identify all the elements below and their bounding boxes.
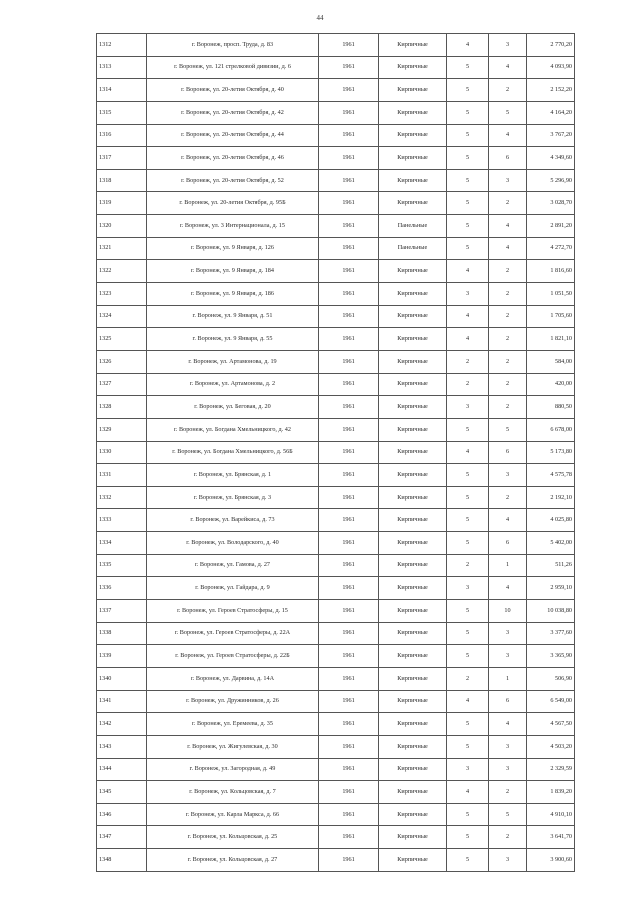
table-row — [97, 600, 575, 623]
address-cell: г. Воронеж, ул. Героев Стратосферы, д. 15 — [147, 600, 319, 623]
table-row — [97, 667, 575, 690]
address-cell: г. Воронеж, ул. Кольцовская, д. 27 — [147, 849, 319, 872]
entrances-cell: 6 — [489, 690, 527, 713]
build-year-cell: 1961 — [319, 577, 379, 600]
build-year-cell: 1961 — [319, 260, 379, 283]
build-year-cell: 1961 — [319, 622, 379, 645]
address-cell: г. Воронеж, ул. 9 Января, д. 184 — [147, 260, 319, 283]
build-year-cell: 1961 — [319, 781, 379, 804]
wall-material-cell: Кирпичные — [379, 396, 447, 419]
area-cell: 3 900,60 — [527, 849, 575, 872]
floors-cell: 3 — [447, 758, 489, 781]
floors-cell: 5 — [447, 532, 489, 555]
address-cell: г. Воронеж, ул. Жигулевская, д. 30 — [147, 735, 319, 758]
floors-cell: 5 — [447, 237, 489, 260]
wall-material-cell: Кирпичные — [379, 667, 447, 690]
row-number-cell: 1326 — [97, 350, 147, 373]
table-row — [97, 192, 575, 215]
build-year-cell: 1961 — [319, 124, 379, 147]
floors-cell: 5 — [447, 464, 489, 487]
entrances-cell: 4 — [489, 237, 527, 260]
row-number-cell: 1317 — [97, 147, 147, 170]
build-year-cell: 1961 — [319, 486, 379, 509]
wall-material-cell: Кирпичные — [379, 79, 447, 102]
floors-cell: 5 — [447, 826, 489, 849]
area-cell: 4 349,60 — [527, 147, 575, 170]
row-number-cell: 1340 — [97, 667, 147, 690]
table-row — [97, 441, 575, 464]
wall-material-cell: Кирпичные — [379, 486, 447, 509]
table-row — [97, 554, 575, 577]
build-year-cell: 1961 — [319, 667, 379, 690]
build-year-cell: 1961 — [319, 713, 379, 736]
build-year-cell: 1961 — [319, 237, 379, 260]
table-row — [97, 124, 575, 147]
build-year-cell: 1961 — [319, 305, 379, 328]
floors-cell: 5 — [447, 101, 489, 124]
build-year-cell: 1961 — [319, 215, 379, 238]
area-cell: 2 329,59 — [527, 758, 575, 781]
address-cell: г. Воронеж, ул. 3 Интернационала, д. 15 — [147, 215, 319, 238]
floors-cell: 2 — [447, 554, 489, 577]
floors-cell: 5 — [447, 735, 489, 758]
table-row — [97, 645, 575, 668]
address-cell: г. Воронеж, ул. 9 Января, д. 55 — [147, 328, 319, 351]
row-number-cell: 1325 — [97, 328, 147, 351]
row-number-cell: 1328 — [97, 396, 147, 419]
build-year-cell: 1961 — [319, 350, 379, 373]
floors-cell: 2 — [447, 667, 489, 690]
entrances-cell: 3 — [489, 622, 527, 645]
row-number-cell: 1346 — [97, 803, 147, 826]
row-number-cell: 1314 — [97, 79, 147, 102]
entrances-cell: 4 — [489, 124, 527, 147]
row-number-cell: 1329 — [97, 418, 147, 441]
wall-material-cell: Кирпичные — [379, 600, 447, 623]
address-cell: г. Воронеж, ул. Дружинников, д. 26 — [147, 690, 319, 713]
build-year-cell: 1961 — [319, 735, 379, 758]
entrances-cell: 2 — [489, 79, 527, 102]
row-number-cell: 1339 — [97, 645, 147, 668]
entrances-cell: 6 — [489, 147, 527, 170]
build-year-cell: 1961 — [319, 600, 379, 623]
wall-material-cell: Кирпичные — [379, 713, 447, 736]
row-number-cell: 1345 — [97, 781, 147, 804]
area-cell: 3 028,70 — [527, 192, 575, 215]
wall-material-cell: Кирпичные — [379, 418, 447, 441]
row-number-cell: 1343 — [97, 735, 147, 758]
address-cell: г. Воронеж, ул. Дарвина, д. 14А — [147, 667, 319, 690]
table-row — [97, 328, 575, 351]
row-number-cell: 1338 — [97, 622, 147, 645]
area-cell: 506,90 — [527, 667, 575, 690]
build-year-cell: 1961 — [319, 849, 379, 872]
area-cell: 1 816,60 — [527, 260, 575, 283]
entrances-cell: 4 — [489, 215, 527, 238]
row-number-cell: 1323 — [97, 283, 147, 306]
wall-material-cell: Кирпичные — [379, 577, 447, 600]
entrances-cell: 3 — [489, 645, 527, 668]
area-cell: 584,00 — [527, 350, 575, 373]
wall-material-cell: Кирпичные — [379, 350, 447, 373]
wall-material-cell: Кирпичные — [379, 532, 447, 555]
wall-material-cell: Кирпичные — [379, 781, 447, 804]
entrances-cell: 4 — [489, 713, 527, 736]
area-cell: 3 641,70 — [527, 826, 575, 849]
row-number-cell: 1348 — [97, 849, 147, 872]
address-cell: г. Воронеж, ул. 121 стрелковой дивизии, д. 6 — [147, 56, 319, 79]
area-cell: 1 051,50 — [527, 283, 575, 306]
entrances-cell: 2 — [489, 283, 527, 306]
entrances-cell: 10 — [489, 600, 527, 623]
floors-cell: 5 — [447, 418, 489, 441]
floors-cell: 5 — [447, 509, 489, 532]
row-number-cell: 1347 — [97, 826, 147, 849]
table-row — [97, 532, 575, 555]
floors-cell: 4 — [447, 781, 489, 804]
row-number-cell: 1324 — [97, 305, 147, 328]
wall-material-cell: Кирпичные — [379, 260, 447, 283]
table-row — [97, 350, 575, 373]
row-number-cell: 1315 — [97, 101, 147, 124]
address-cell: г. Воронеж, ул. Артамонова, д. 2 — [147, 373, 319, 396]
address-cell: г. Воронеж, ул. Загородная, д. 49 — [147, 758, 319, 781]
build-year-cell: 1961 — [319, 147, 379, 170]
table-row — [97, 373, 575, 396]
floors-cell: 3 — [447, 577, 489, 600]
table-row — [97, 690, 575, 713]
floors-cell: 4 — [447, 260, 489, 283]
table-row — [97, 396, 575, 419]
area-cell: 4 503,20 — [527, 735, 575, 758]
area-cell: 3 767,20 — [527, 124, 575, 147]
build-year-cell: 1961 — [319, 690, 379, 713]
entrances-cell: 3 — [489, 34, 527, 57]
entrances-cell: 2 — [489, 781, 527, 804]
wall-material-cell: Кирпичные — [379, 305, 447, 328]
floors-cell: 5 — [447, 79, 489, 102]
build-year-cell: 1961 — [319, 373, 379, 396]
row-number-cell: 1318 — [97, 169, 147, 192]
area-cell: 420,00 — [527, 373, 575, 396]
floors-cell: 5 — [447, 56, 489, 79]
table-row — [97, 486, 575, 509]
wall-material-cell: Кирпичные — [379, 34, 447, 57]
address-cell: г. Воронеж, ул. 20-летия Октября, д. 52 — [147, 169, 319, 192]
address-cell: г. Воронеж, ул. 9 Января, д. 126 — [147, 237, 319, 260]
address-cell: г. Воронеж, ул. Кольцовская, д. 7 — [147, 781, 319, 804]
entrances-cell: 2 — [489, 486, 527, 509]
address-cell: г. Воронеж, ул. 20-летия Октября, д. 40 — [147, 79, 319, 102]
address-cell: г. Воронеж, ул. Героев Стратосферы, д. 22Б — [147, 645, 319, 668]
build-year-cell: 1961 — [319, 169, 379, 192]
row-number-cell: 1319 — [97, 192, 147, 215]
table-row — [97, 237, 575, 260]
row-number-cell: 1330 — [97, 441, 147, 464]
entrances-cell: 3 — [489, 758, 527, 781]
area-cell: 3 365,90 — [527, 645, 575, 668]
area-cell: 6 678,00 — [527, 418, 575, 441]
row-number-cell: 1320 — [97, 215, 147, 238]
area-cell: 2 770,20 — [527, 34, 575, 57]
build-year-cell: 1961 — [319, 645, 379, 668]
row-number-cell: 1341 — [97, 690, 147, 713]
build-year-cell: 1961 — [319, 826, 379, 849]
table-row — [97, 305, 575, 328]
address-cell: г. Воронеж, ул. 20-летия Октября, д. 95Б — [147, 192, 319, 215]
area-cell: 2 152,20 — [527, 79, 575, 102]
address-cell: г. Воронеж, ул. 9 Января, д. 186 — [147, 283, 319, 306]
table-row — [97, 781, 575, 804]
entrances-cell: 5 — [489, 418, 527, 441]
table-row — [97, 56, 575, 79]
floors-cell: 5 — [447, 803, 489, 826]
build-year-cell: 1961 — [319, 101, 379, 124]
table-row — [97, 101, 575, 124]
table-row — [97, 464, 575, 487]
entrances-cell: 2 — [489, 396, 527, 419]
table-row — [97, 622, 575, 645]
wall-material-cell: Кирпичные — [379, 803, 447, 826]
entrances-cell: 3 — [489, 735, 527, 758]
row-number-cell: 1336 — [97, 577, 147, 600]
entrances-cell: 5 — [489, 101, 527, 124]
entrances-cell: 2 — [489, 260, 527, 283]
address-cell: г. Воронеж, ул. 20-летия Октября, д. 46 — [147, 147, 319, 170]
build-year-cell: 1961 — [319, 441, 379, 464]
area-cell: 5 402,00 — [527, 532, 575, 555]
wall-material-cell: Кирпичные — [379, 554, 447, 577]
area-cell: 1 705,60 — [527, 305, 575, 328]
housing-registry-table — [96, 33, 575, 872]
table-row — [97, 803, 575, 826]
build-year-cell: 1961 — [319, 532, 379, 555]
table-row — [97, 260, 575, 283]
wall-material-cell: Кирпичные — [379, 622, 447, 645]
table-row — [97, 169, 575, 192]
build-year-cell: 1961 — [319, 283, 379, 306]
row-number-cell: 1342 — [97, 713, 147, 736]
row-number-cell: 1327 — [97, 373, 147, 396]
entrances-cell: 2 — [489, 305, 527, 328]
address-cell: г. Воронеж, ул. Брянская, д. 1 — [147, 464, 319, 487]
wall-material-cell: Кирпичные — [379, 464, 447, 487]
wall-material-cell: Кирпичные — [379, 192, 447, 215]
address-cell: г. Воронеж, ул. Героев Стратосферы, д. 22А — [147, 622, 319, 645]
row-number-cell: 1333 — [97, 509, 147, 532]
floors-cell: 5 — [447, 645, 489, 668]
table-row — [97, 849, 575, 872]
area-cell: 2 192,10 — [527, 486, 575, 509]
build-year-cell: 1961 — [319, 56, 379, 79]
build-year-cell: 1961 — [319, 396, 379, 419]
table-row — [97, 34, 575, 57]
address-cell: г. Воронеж, ул. Брянская, д. 3 — [147, 486, 319, 509]
area-cell: 4 567,50 — [527, 713, 575, 736]
row-number-cell: 1344 — [97, 758, 147, 781]
floors-cell: 4 — [447, 441, 489, 464]
area-cell: 2 891,20 — [527, 215, 575, 238]
address-cell: г. Воронеж, ул. 9 Января, д. 51 — [147, 305, 319, 328]
floors-cell: 5 — [447, 849, 489, 872]
table-row — [97, 215, 575, 238]
wall-material-cell: Панельные — [379, 237, 447, 260]
area-cell: 4 575,78 — [527, 464, 575, 487]
area-cell: 4 910,10 — [527, 803, 575, 826]
build-year-cell: 1961 — [319, 509, 379, 532]
address-cell: г. Воронеж, ул. Кольцовская, д. 25 — [147, 826, 319, 849]
build-year-cell: 1961 — [319, 554, 379, 577]
build-year-cell: 1961 — [319, 758, 379, 781]
floors-cell: 4 — [447, 690, 489, 713]
address-cell: г. Воронеж, ул. Беговая, д. 20 — [147, 396, 319, 419]
row-number-cell: 1312 — [97, 34, 147, 57]
row-number-cell: 1334 — [97, 532, 147, 555]
entrances-cell: 6 — [489, 532, 527, 555]
floors-cell: 5 — [447, 215, 489, 238]
floors-cell: 5 — [447, 622, 489, 645]
wall-material-cell: Кирпичные — [379, 283, 447, 306]
entrances-cell: 6 — [489, 441, 527, 464]
build-year-cell: 1961 — [319, 79, 379, 102]
area-cell: 4 164,20 — [527, 101, 575, 124]
table-row — [97, 577, 575, 600]
row-number-cell: 1316 — [97, 124, 147, 147]
floors-cell: 5 — [447, 600, 489, 623]
area-cell: 4 272,70 — [527, 237, 575, 260]
entrances-cell: 2 — [489, 328, 527, 351]
address-cell: г. Воронеж, ул. Богдана Хмельницкого, д. 56Б — [147, 441, 319, 464]
row-number-cell: 1321 — [97, 237, 147, 260]
wall-material-cell: Кирпичные — [379, 328, 447, 351]
floors-cell: 5 — [447, 124, 489, 147]
row-number-cell: 1332 — [97, 486, 147, 509]
entrances-cell: 2 — [489, 826, 527, 849]
wall-material-cell: Кирпичные — [379, 735, 447, 758]
area-cell: 1 821,10 — [527, 328, 575, 351]
wall-material-cell: Кирпичные — [379, 509, 447, 532]
wall-material-cell: Кирпичные — [379, 826, 447, 849]
row-number-cell: 1331 — [97, 464, 147, 487]
floors-cell: 4 — [447, 328, 489, 351]
floors-cell: 5 — [447, 147, 489, 170]
entrances-cell: 2 — [489, 373, 527, 396]
wall-material-cell: Кирпичные — [379, 56, 447, 79]
table-row — [97, 418, 575, 441]
table-row — [97, 147, 575, 170]
table-row — [97, 758, 575, 781]
row-number-cell: 1335 — [97, 554, 147, 577]
build-year-cell: 1961 — [319, 34, 379, 57]
wall-material-cell: Панельные — [379, 215, 447, 238]
wall-material-cell: Кирпичные — [379, 441, 447, 464]
wall-material-cell: Кирпичные — [379, 124, 447, 147]
address-cell: г. Воронеж, ул. Гамова, д. 27 — [147, 554, 319, 577]
area-cell: 2 959,10 — [527, 577, 575, 600]
entrances-cell: 5 — [489, 803, 527, 826]
area-cell: 4 093,90 — [527, 56, 575, 79]
build-year-cell: 1961 — [319, 464, 379, 487]
wall-material-cell: Кирпичные — [379, 645, 447, 668]
table-row — [97, 509, 575, 532]
wall-material-cell: Кирпичные — [379, 169, 447, 192]
entrances-cell: 1 — [489, 554, 527, 577]
wall-material-cell: Кирпичные — [379, 690, 447, 713]
address-cell: г. Воронеж, ул. Варейкиса, д. 73 — [147, 509, 319, 532]
build-year-cell: 1961 — [319, 803, 379, 826]
area-cell: 5 296,90 — [527, 169, 575, 192]
row-number-cell: 1322 — [97, 260, 147, 283]
wall-material-cell: Кирпичные — [379, 147, 447, 170]
entrances-cell: 3 — [489, 849, 527, 872]
address-cell: г. Воронеж, просп. Труда, д. 83 — [147, 34, 319, 57]
row-number-cell: 1337 — [97, 600, 147, 623]
table-row — [97, 283, 575, 306]
wall-material-cell: Кирпичные — [379, 373, 447, 396]
floors-cell: 2 — [447, 373, 489, 396]
table-row — [97, 735, 575, 758]
entrances-cell: 1 — [489, 667, 527, 690]
address-cell: г. Воронеж, ул. 20-летия Октября, д. 44 — [147, 124, 319, 147]
area-cell: 4 025,80 — [527, 509, 575, 532]
page-number: 44 — [316, 14, 324, 22]
address-cell: г. Воронеж, ул. Володарского, д. 40 — [147, 532, 319, 555]
address-cell: г. Воронеж, ул. Богдана Хмельницкого, д. 42 — [147, 418, 319, 441]
wall-material-cell: Кирпичные — [379, 758, 447, 781]
build-year-cell: 1961 — [319, 192, 379, 215]
area-cell: 3 377,60 — [527, 622, 575, 645]
floors-cell: 4 — [447, 305, 489, 328]
address-cell: г. Воронеж, ул. Гайдара, д. 9 — [147, 577, 319, 600]
build-year-cell: 1961 — [319, 328, 379, 351]
build-year-cell: 1961 — [319, 418, 379, 441]
address-cell: г. Воронеж, ул. Артамонова, д. 19 — [147, 350, 319, 373]
floors-cell: 3 — [447, 396, 489, 419]
area-cell: 880,50 — [527, 396, 575, 419]
entrances-cell: 3 — [489, 464, 527, 487]
address-cell: г. Воронеж, ул. 20-летия Октября, д. 42 — [147, 101, 319, 124]
entrances-cell: 2 — [489, 350, 527, 373]
table-row — [97, 826, 575, 849]
entrances-cell: 4 — [489, 509, 527, 532]
floors-cell: 3 — [447, 283, 489, 306]
floors-cell: 5 — [447, 192, 489, 215]
entrances-cell: 4 — [489, 56, 527, 79]
address-cell: г. Воронеж, ул. Карла Маркса, д. 66 — [147, 803, 319, 826]
table-row — [97, 713, 575, 736]
entrances-cell: 4 — [489, 577, 527, 600]
floors-cell: 5 — [447, 486, 489, 509]
table-body — [97, 34, 575, 872]
area-cell: 6 549,00 — [527, 690, 575, 713]
wall-material-cell: Кирпичные — [379, 101, 447, 124]
floors-cell: 5 — [447, 713, 489, 736]
table-row — [97, 79, 575, 102]
floors-cell: 2 — [447, 350, 489, 373]
row-number-cell: 1313 — [97, 56, 147, 79]
entrances-cell: 2 — [489, 192, 527, 215]
address-cell: г. Воронеж, ул. Еремеева, д. 35 — [147, 713, 319, 736]
area-cell: 1 839,20 — [527, 781, 575, 804]
area-cell: 10 038,80 — [527, 600, 575, 623]
area-cell: 511,26 — [527, 554, 575, 577]
floors-cell: 5 — [447, 169, 489, 192]
floors-cell: 4 — [447, 34, 489, 57]
entrances-cell: 3 — [489, 169, 527, 192]
wall-material-cell: Кирпичные — [379, 849, 447, 872]
area-cell: 5 173,80 — [527, 441, 575, 464]
